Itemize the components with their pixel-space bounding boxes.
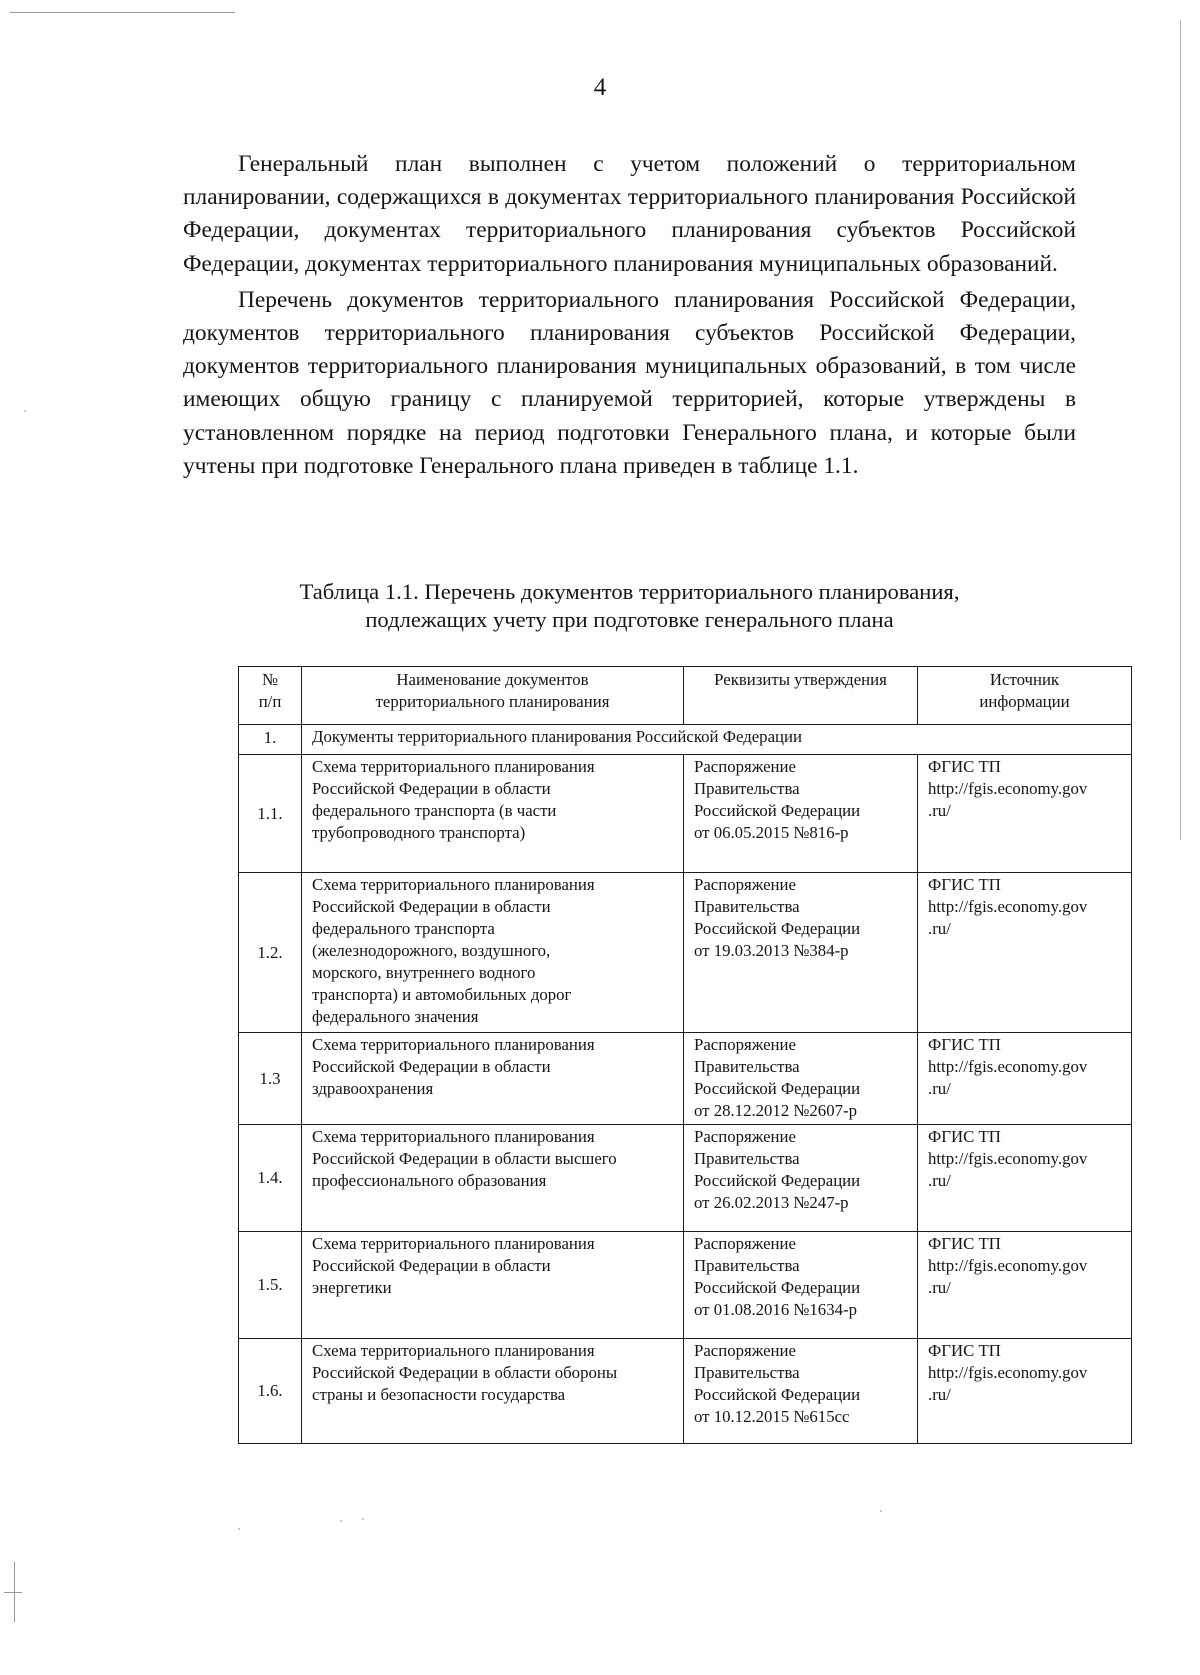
scan-speck <box>24 410 26 412</box>
page-number: 4 <box>593 74 607 101</box>
row-src-line: http://fgis.economy.gov <box>928 897 1088 916</box>
row-name <box>302 1339 684 1444</box>
row-name-line: профессионального образования <box>312 1171 547 1190</box>
row-req-line: Правительства <box>694 1256 800 1275</box>
row-src-line: ФГИС ТП <box>928 1234 1001 1253</box>
section-row <box>239 725 1132 755</box>
row-src-line: .ru/ <box>928 1278 951 1297</box>
row-name-line: энергетики <box>312 1278 392 1297</box>
row-req-line: Распоряжение <box>694 1035 796 1054</box>
row-req <box>684 1033 918 1125</box>
row-src <box>918 755 1132 873</box>
row-name-line: Российской Федерации в области высшего <box>312 1149 617 1168</box>
row-name-line: (железнодорожного, воздушного, <box>312 941 551 960</box>
table-row <box>239 873 1132 1033</box>
row-req-line: Российской Федерации <box>694 1079 861 1098</box>
scan-speck <box>362 1518 364 1520</box>
row-src-line: .ru/ <box>928 801 951 820</box>
row-name-line: Российской Федерации в области <box>312 1256 551 1275</box>
header-num-line: № <box>261 670 278 689</box>
scan-speck <box>880 1510 882 1512</box>
row-num: 1.5. <box>239 1232 302 1339</box>
row-src <box>918 1339 1132 1444</box>
row-src <box>918 1125 1132 1232</box>
table-caption-line: Таблица 1.1. Перечень документов территориального планирования, <box>299 579 960 604</box>
row-src-line: ФГИС ТП <box>928 1127 1001 1146</box>
row-req-line: Правительства <box>694 1363 800 1382</box>
table-row <box>239 755 1132 873</box>
row-num: 1.3 <box>239 1033 302 1125</box>
row-req-line: Распоряжение <box>694 1234 796 1253</box>
row-req-line: Распоряжение <box>694 875 796 894</box>
row-src-line: .ru/ <box>928 919 951 938</box>
row-req-line: Правительства <box>694 1149 800 1168</box>
row-name-line: Схема территориального планирования <box>312 757 595 776</box>
header-name <box>302 667 684 725</box>
row-src-line: ФГИС ТП <box>928 1341 1001 1360</box>
row-name <box>302 873 684 1033</box>
row-name-line: морского, внутреннего водного <box>312 963 536 982</box>
row-src <box>918 1232 1132 1339</box>
row-src <box>918 1033 1132 1125</box>
header-src <box>918 667 1132 725</box>
row-src-line: http://fgis.economy.gov <box>928 1149 1088 1168</box>
row-num: 1.2. <box>239 873 302 1033</box>
row-req-line: Распоряжение <box>694 1127 796 1146</box>
row-name <box>302 755 684 873</box>
row-src-line: http://fgis.economy.gov <box>928 1256 1088 1275</box>
row-src-line: ФГИС ТП <box>928 757 1001 776</box>
header-num <box>239 667 302 725</box>
row-req-line: от 26.02.2013 №247-р <box>694 1193 849 1212</box>
row-req-line: от 06.05.2015 №816-р <box>694 823 849 842</box>
row-req-line: Российской Федерации <box>694 1385 861 1404</box>
row-src-line: ФГИС ТП <box>928 875 1001 894</box>
table-caption-line: подлежащих учету при подготовке генерального плана <box>365 607 894 632</box>
row-num: 1.4. <box>239 1125 302 1232</box>
row-name-line: Российской Федерации в области <box>312 779 551 798</box>
row-name-line: транспорта) и автомобильных дорог <box>312 985 572 1004</box>
header-src-line: Источник <box>989 670 1060 689</box>
table-row <box>239 1033 1132 1125</box>
row-src-line: ФГИС ТП <box>928 1035 1001 1054</box>
row-req-line: Правительства <box>694 779 800 798</box>
row-req <box>684 1125 918 1232</box>
paragraph: Перечень документов территориального планирования Российской Федерации, документов территориального планирования субъектов Российской Федерации, документов территориального планирования муниципальных образований, в том числе имеющих общую границу с планируемой территорией, которые утверждены в установленном порядке на период подготовки Генерального плана, и которые были учтены при подготовке Генерального плана приведен в таблице 1.1. <box>183 286 1076 479</box>
row-req-line: Российской Федерации <box>694 919 861 938</box>
row-req <box>684 755 918 873</box>
row-name-line: здравоохранения <box>312 1079 434 1098</box>
row-name <box>302 1125 684 1232</box>
row-num: 1.6. <box>239 1339 302 1444</box>
section-num: 1. <box>239 725 302 755</box>
documents-table <box>238 666 1132 1444</box>
row-req <box>684 1232 918 1339</box>
table-row <box>239 1232 1132 1339</box>
row-name-line: Схема территориального планирования <box>312 875 595 894</box>
row-req-line: Правительства <box>694 1057 800 1076</box>
row-name <box>302 1232 684 1339</box>
row-req-line: от 28.12.2012 №2607-р <box>694 1101 857 1120</box>
row-src-line: .ru/ <box>928 1385 951 1404</box>
row-num: 1.1. <box>239 755 302 873</box>
row-src-line: http://fgis.economy.gov <box>928 779 1088 798</box>
row-name-line: Российской Федерации в области <box>312 1057 551 1076</box>
row-req-line: от 10.12.2015 №615сс <box>694 1407 850 1426</box>
row-name-line: Схема территориального планирования <box>312 1035 595 1054</box>
scan-edge-left-tick <box>4 1592 22 1593</box>
row-src-line: .ru/ <box>928 1171 951 1190</box>
row-req-line: Распоряжение <box>694 1341 796 1360</box>
row-name-line: федерального транспорта (в части <box>312 801 557 820</box>
header-name-line: Наименование документов <box>396 670 589 689</box>
paragraph: Генеральный план выполнен с учетом положений о территориальном планировании, содержащихся в документах территориального планирования Российской Федерации, документах территориального планирования субъектов Российской Федерации, документах территориального планирования муниципальных образований. <box>183 151 1076 277</box>
row-name-line: Схема территориального планирования <box>312 1234 595 1253</box>
row-src-line: http://fgis.economy.gov <box>928 1057 1088 1076</box>
row-name-line: Российской Федерации в области <box>312 897 551 916</box>
table-header-row <box>239 667 1132 725</box>
body-text <box>183 148 1076 486</box>
scan-speck <box>340 1520 342 1522</box>
row-name-line: страны и безопасности государства <box>312 1385 566 1404</box>
header-src-line: информации <box>979 692 1070 711</box>
row-name-line: Схема территориального планирования <box>312 1127 595 1146</box>
section-title: Документы территориального планирования Российской Федерации <box>302 725 1132 755</box>
row-src-line: http://fgis.economy.gov <box>928 1363 1088 1382</box>
scan-edge-top <box>10 12 235 13</box>
header-num-line: п/п <box>258 692 282 711</box>
row-name-line: Схема территориального планирования <box>312 1341 595 1360</box>
scan-edge-right <box>1180 20 1181 840</box>
row-name-line: Российской Федерации в области обороны <box>312 1363 618 1382</box>
row-req <box>684 873 918 1033</box>
row-name-line: трубопроводного транспорта) <box>312 823 526 842</box>
header-req <box>684 667 918 725</box>
header-name-line: территориального планирования <box>375 692 610 711</box>
row-req-line: Распоряжение <box>694 757 796 776</box>
row-src <box>918 873 1132 1033</box>
row-name-line: федерального значения <box>312 1007 479 1026</box>
row-req-line: от 01.08.2016 №1634-р <box>694 1300 857 1319</box>
row-req-line: Российской Федерации <box>694 801 861 820</box>
row-req-line: Российской Федерации <box>694 1278 861 1297</box>
row-src-line: .ru/ <box>928 1079 951 1098</box>
table-caption <box>183 578 1076 634</box>
row-req-line: Российской Федерации <box>694 1171 861 1190</box>
row-req-line: от 19.03.2013 №384-р <box>694 941 849 960</box>
table-row <box>239 1339 1132 1444</box>
header-req-line: Реквизиты утверждения <box>714 670 887 689</box>
row-req-line: Правительства <box>694 897 800 916</box>
row-req <box>684 1339 918 1444</box>
table-row <box>239 1125 1132 1232</box>
scan-speck <box>238 1528 240 1530</box>
row-name-line: федерального транспорта <box>312 919 495 938</box>
row-name <box>302 1033 684 1125</box>
